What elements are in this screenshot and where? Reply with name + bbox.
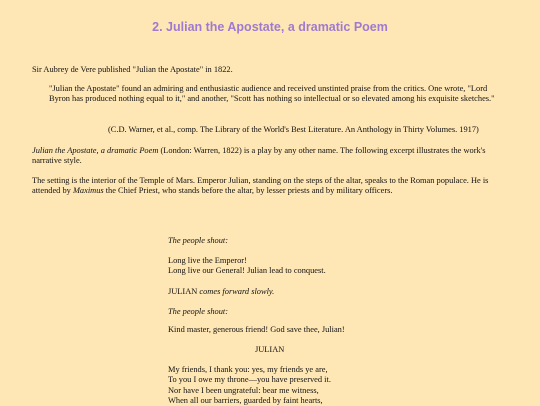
maximus-name: Maximus [72,186,104,196]
shout-2-text: The people shout: [168,307,229,316]
verse-line: My friends, I thank you: yes, my friends ye are, [168,365,328,374]
verse-line: Long live the Emperor! [168,256,247,265]
verse-line: Nor have I been ungrateful: bear me witness, [168,385,319,395]
speaker-name: JULIAN [255,345,285,354]
verse-line: To you I owe my throne—you have preserved it. [168,375,331,385]
citation: (C.D. Warner, et al., comp. The Library of the World's Best Literature. An Anthology in Thirty Volumes. 1917) [108,125,479,134]
setting-paragraph [32,176,512,197]
blockquote-text: "Julian the Apostate" found an admiring and enthusiastic audience and received unstinted praise from the critics. One wrote, "Lord Byron has produced nothing equal to it," and another, "Scott has nothing so intellectual or so elevated among his exquisite sketches." [49,84,495,104]
stage-direction-text: comes forward slowly. [197,287,275,296]
shout-1-text: The people shout: [168,236,229,245]
description-rest: (London: Warren, 1822) is a play by any other name. The following excerpt illustrates the work's narrative style. [32,146,486,166]
stage-direction-shout-1 [168,236,228,246]
julian-name: JULIAN [168,287,198,296]
work-title-italic: Julian the Apostate, a dramatic Poem [32,146,159,155]
page-title: 2. Julian the Apostate, a dramatic Poem [152,20,388,34]
verse-line-kind-master: Kind master, generous friend! God save thee, Julian! [168,325,345,334]
setting-before: The setting is the interior of the Temple of Mars. Emperor Julian, standing on the steps of the altar, speaks to the Roman populace. He is attended by [32,176,489,196]
stage-direction-shout-2 [168,307,228,317]
description-paragraph [32,146,512,167]
intro-paragraph: Sir Aubrey de Vere published "Julian the Apostate" in 1822. [32,65,233,74]
stage-direction-julian [168,287,274,297]
verse-block-2 [168,365,331,406]
verse-line: When all our barriers, guarded by faint hearts, [168,395,323,405]
setting-after: the Chief Priest, who stands before the altar, by lesser priests and by military officers. [103,186,393,196]
verse-line: Long live our General! Julian lead to conquest. [168,266,326,276]
verse-block-1 [168,256,326,277]
